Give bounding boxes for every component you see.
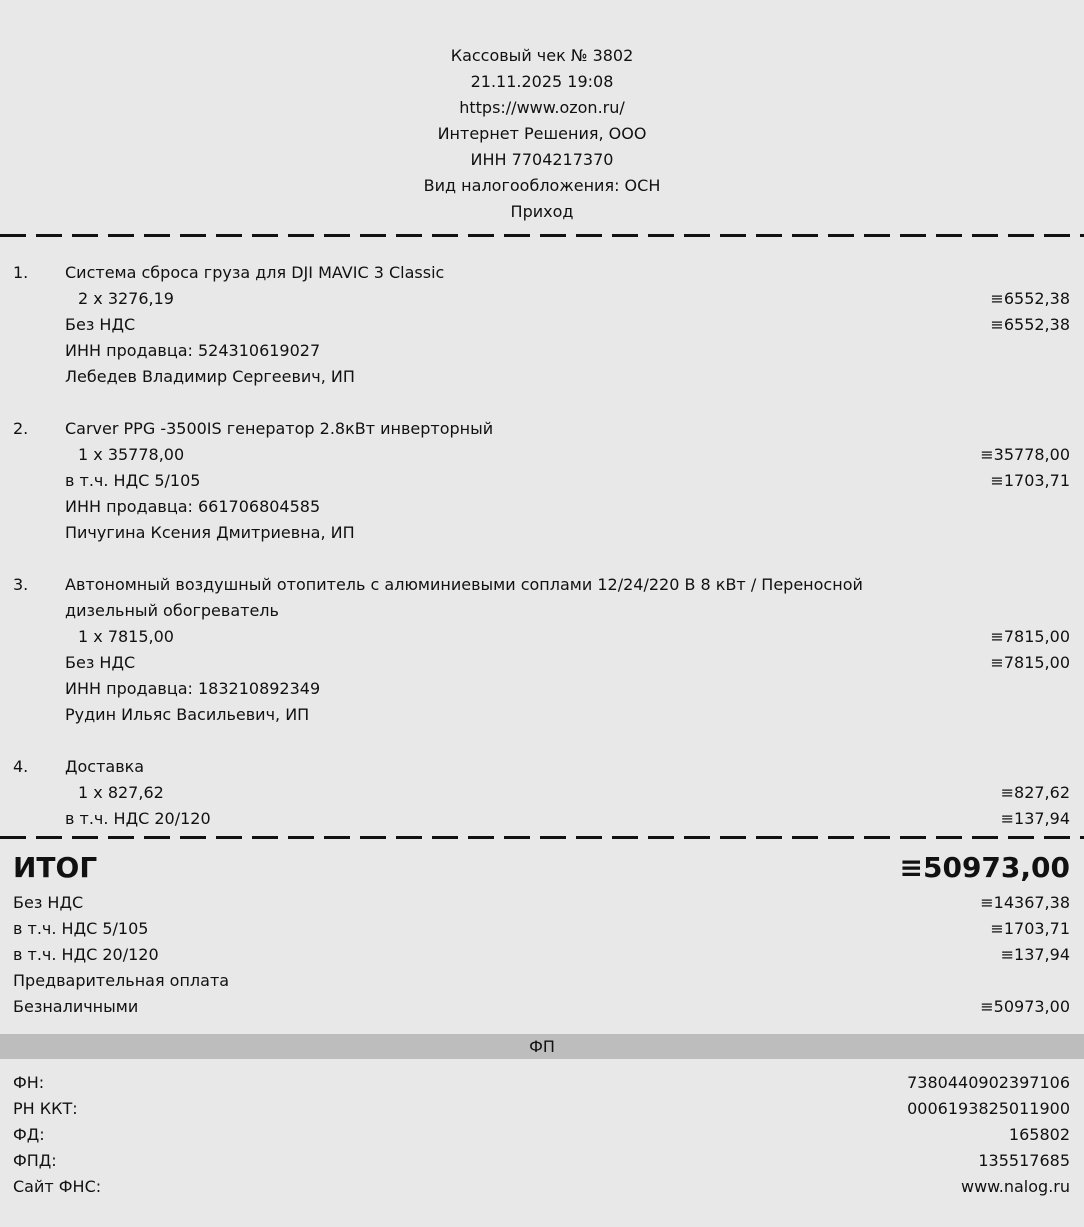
fiscal-label: ФПД: — [13, 1151, 57, 1170]
item-sum: ≡35778,00 — [980, 445, 1070, 464]
item-name: Автономный воздушный отопитель с алюминиевыми соплами 12/24/220 В 8 кВт / Переносной — [65, 575, 863, 594]
fiscal-label: ФД: — [13, 1125, 45, 1144]
item-seller-name: Рудин Ильяс Васильевич, ИП — [65, 705, 310, 724]
summary-row — [13, 890, 1070, 916]
item-name: Доставка — [65, 757, 145, 776]
item-seller-name: Лебедев Владимир Сергеевич, ИП — [65, 367, 355, 386]
item-qty-price: 1 x 35778,00 — [78, 445, 185, 464]
receipt-datetime: 21.11.2025 19:08 — [470, 72, 614, 91]
item-vat-label: в т.ч. НДС 5/105 — [65, 471, 201, 490]
summary-label: в т.ч. НДС 20/120 — [13, 945, 159, 964]
summary-label: Безналичными — [13, 997, 139, 1016]
item-name: Carver PPG -3500IS генератор 2.8кВт инверторный — [65, 419, 494, 438]
company-inn: ИНН 7704217370 — [470, 150, 614, 169]
fiscal-label: РН ККТ: — [13, 1099, 78, 1118]
item-seller-inn: ИНН продавца: 183210892349 — [65, 679, 321, 698]
fiscal-row — [13, 1096, 1070, 1122]
payment-summary — [13, 890, 1070, 1020]
summary-value: ≡1703,71 — [990, 919, 1070, 938]
total-label: ИТОГ — [13, 851, 98, 884]
item-number: 2. — [13, 419, 29, 438]
seller-site: https://www.ozon.ru/ — [459, 98, 625, 117]
summary-row — [13, 994, 1070, 1020]
item-name-continued: дизельный обогреватель — [65, 601, 279, 620]
fiscal-row — [13, 1148, 1070, 1174]
fiscal-value: 135517685 — [978, 1151, 1070, 1170]
item-qty-price: 1 x 827,62 — [78, 783, 164, 802]
fiscal-row — [13, 1174, 1070, 1200]
summary-row — [13, 968, 1070, 994]
fiscal-row — [13, 1122, 1070, 1148]
dashed-divider — [0, 234, 1084, 237]
tax-system: Вид налогообложения: ОСН — [423, 176, 661, 195]
item-vat-label: Без НДС — [65, 653, 136, 672]
summary-row — [13, 916, 1070, 942]
summary-row — [13, 942, 1070, 968]
list-item — [0, 260, 1084, 390]
list-item — [0, 572, 1084, 728]
item-seller-inn: ИНН продавца: 524310619027 — [65, 341, 321, 360]
item-seller-inn: ИНН продавца: 661706804585 — [65, 497, 321, 516]
item-number: 4. — [13, 757, 29, 776]
summary-label: Без НДС — [13, 893, 84, 912]
summary-value: ≡137,94 — [1000, 945, 1070, 964]
item-sum: ≡7815,00 — [990, 627, 1070, 646]
summary-label: в т.ч. НДС 5/105 — [13, 919, 149, 938]
items-list — [0, 260, 1084, 832]
item-vat-sum: ≡7815,00 — [990, 653, 1070, 672]
company-name: Интернет Решения, ООО — [437, 124, 647, 143]
summary-value: ≡14367,38 — [980, 893, 1070, 912]
item-seller-name: Пичугина Ксения Дмитриевна, ИП — [65, 523, 355, 542]
fns-site-link[interactable]: www.nalog.ru — [960, 1177, 1070, 1196]
item-name: Система сброса груза для DJI MAVIC 3 Classic — [65, 263, 445, 282]
receipt-header — [0, 43, 1084, 225]
item-vat-label: в т.ч. НДС 20/120 — [65, 809, 211, 828]
dashed-divider — [0, 836, 1084, 839]
item-qty-price: 1 x 7815,00 — [78, 627, 174, 646]
total-value: ≡50973,00 — [899, 851, 1070, 884]
item-vat-label: Без НДС — [65, 315, 136, 334]
item-number: 3. — [13, 575, 29, 594]
item-sum: ≡827,62 — [1000, 783, 1070, 802]
item-sum: ≡6552,38 — [990, 289, 1070, 308]
summary-value: ≡50973,00 — [980, 997, 1070, 1016]
item-vat-sum: ≡6552,38 — [990, 315, 1070, 334]
item-qty-price: 2 x 3276,19 — [78, 289, 174, 308]
fiscal-value: 0006193825011900 — [907, 1099, 1070, 1118]
total-row — [13, 848, 1070, 888]
item-vat-sum: ≡137,94 — [1000, 809, 1070, 828]
receipt-number: Кассовый чек № 3802 — [450, 46, 634, 65]
item-number: 1. — [13, 263, 29, 282]
list-item — [0, 754, 1084, 832]
fiscal-row — [13, 1070, 1070, 1096]
list-item — [0, 416, 1084, 546]
fp-section-bar: ФП — [0, 1034, 1084, 1059]
fiscal-label: ФН: — [13, 1073, 45, 1092]
fiscal-label: Сайт ФНС: — [13, 1177, 102, 1196]
fiscal-value: 7380440902397106 — [907, 1073, 1070, 1092]
fiscal-details — [13, 1070, 1070, 1200]
operation-type: Приход — [510, 202, 574, 221]
fiscal-value: 165802 — [1008, 1125, 1070, 1144]
item-vat-sum: ≡1703,71 — [990, 471, 1070, 490]
summary-label: Предварительная оплата — [13, 971, 230, 990]
